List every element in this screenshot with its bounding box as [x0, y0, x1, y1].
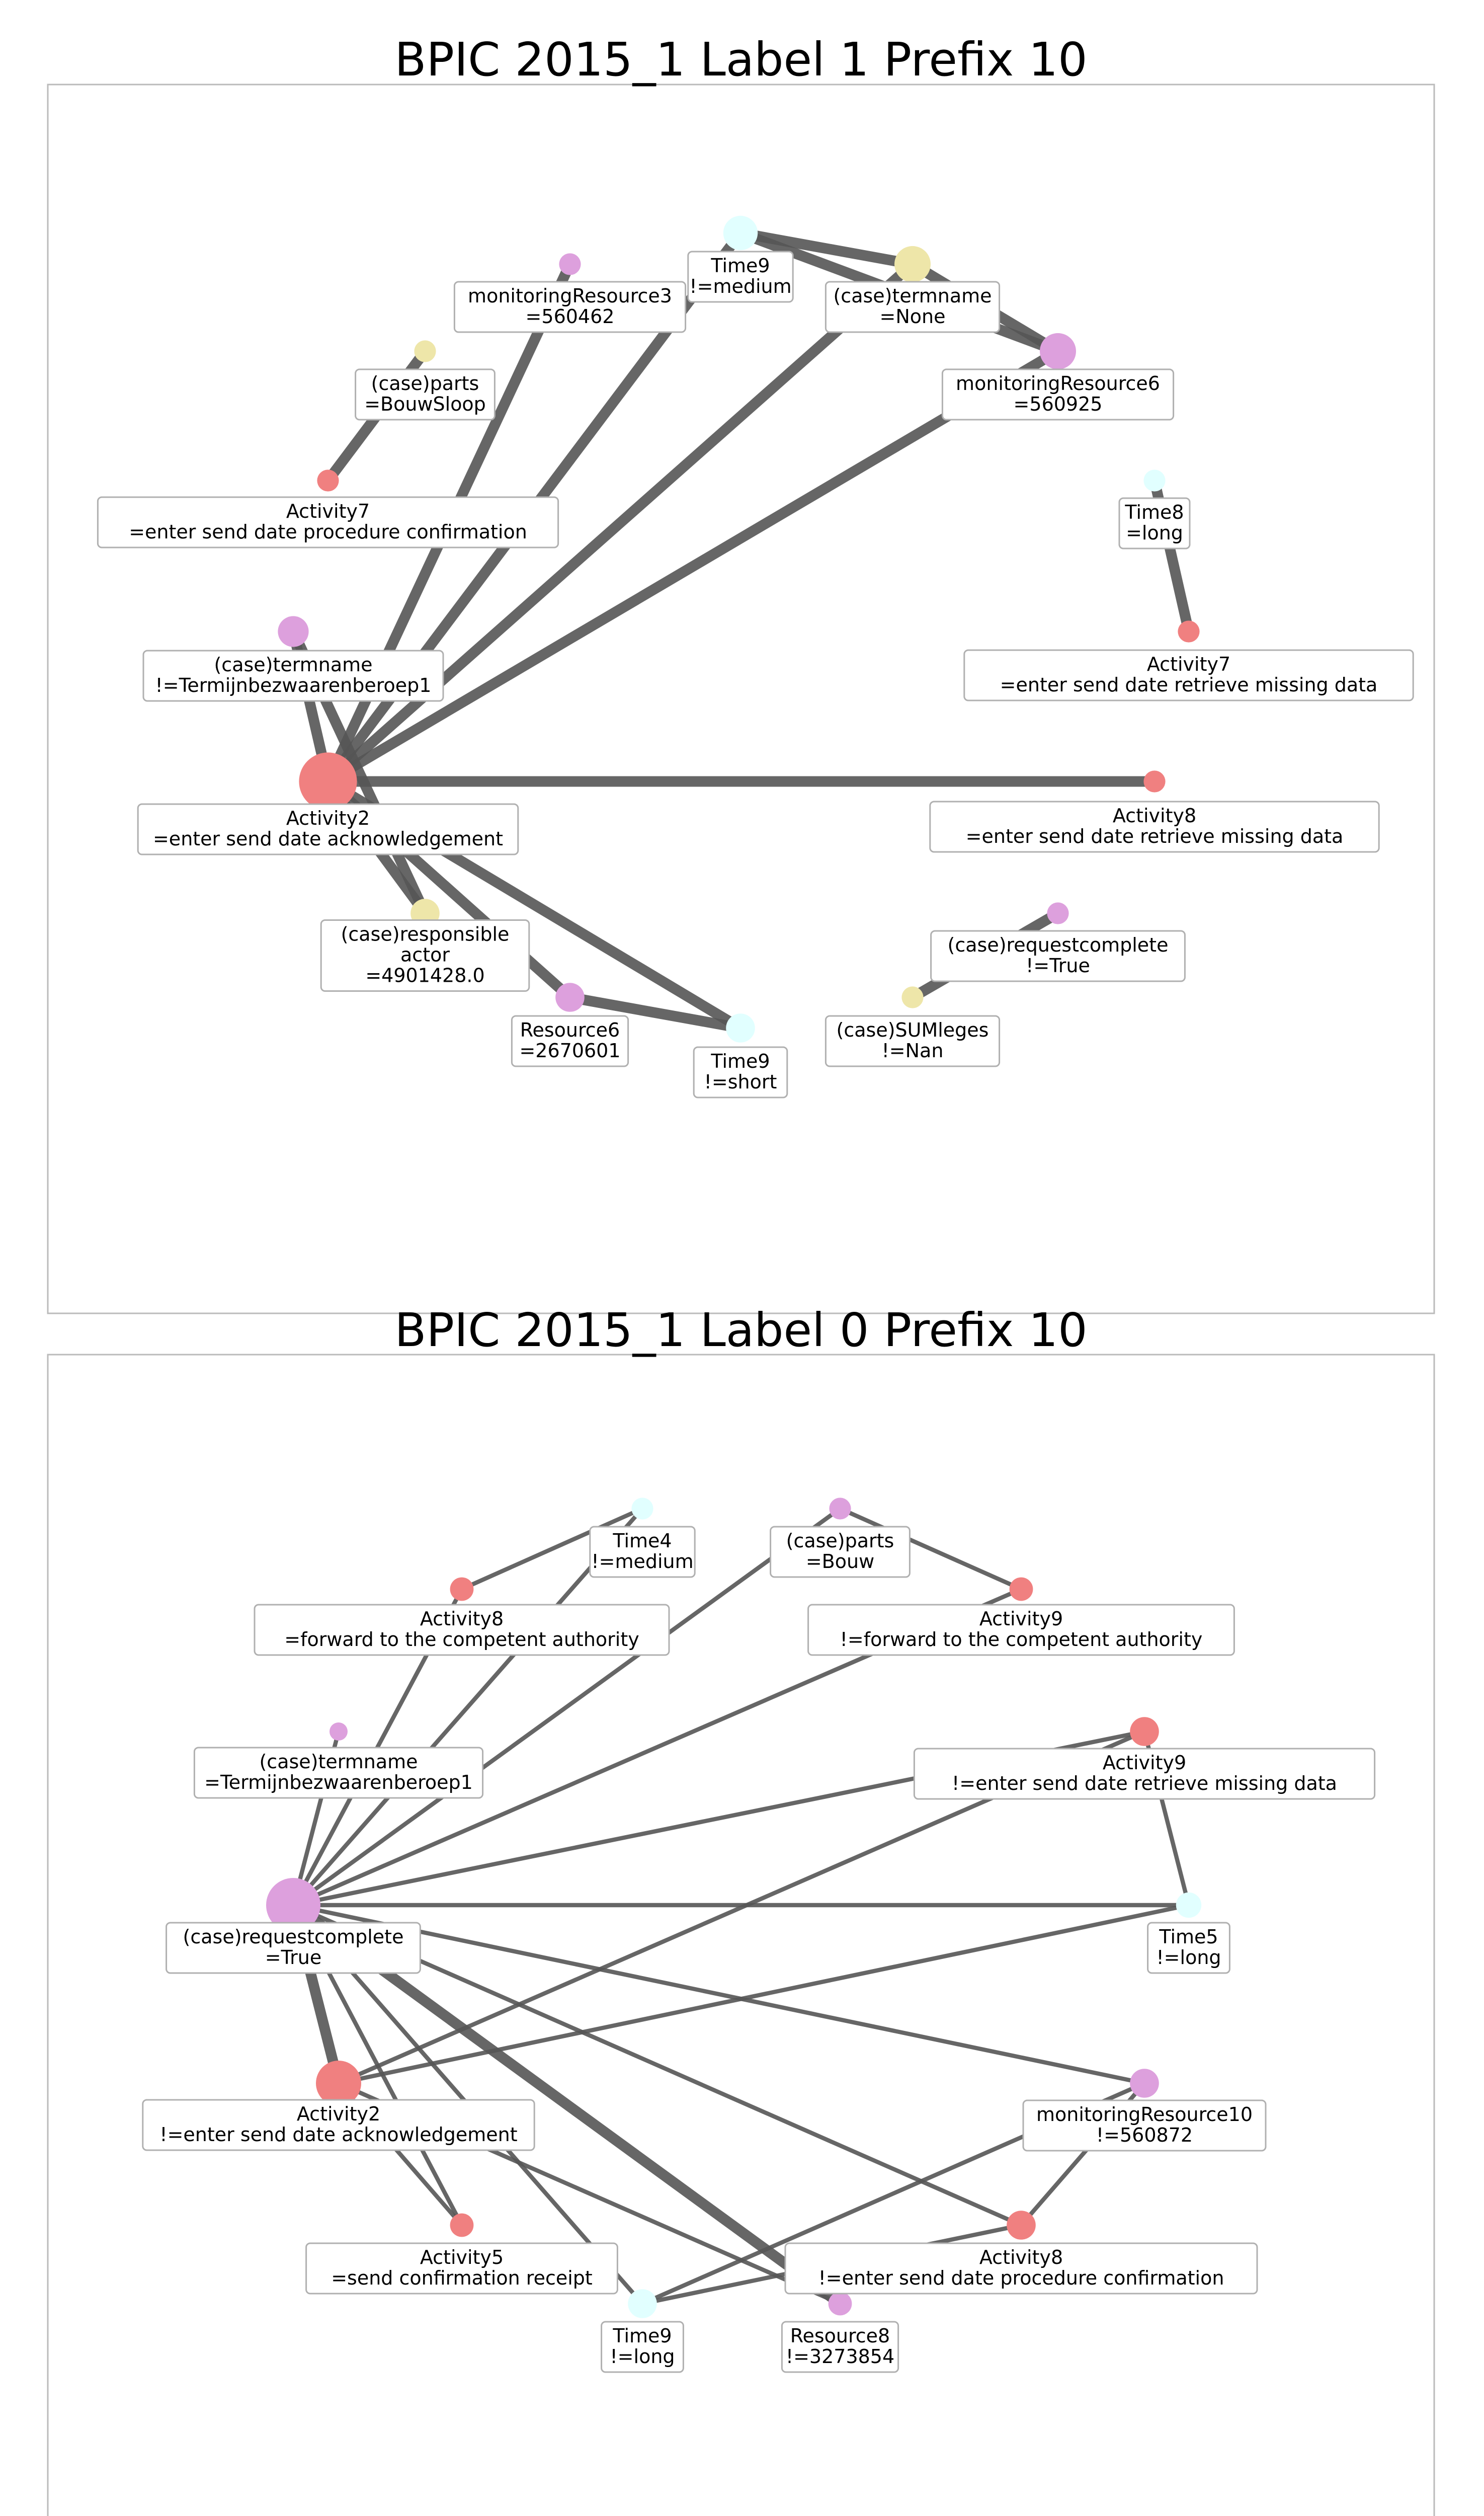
label-line: Activity8: [979, 2246, 1063, 2268]
label-line: =Bouw: [805, 1550, 875, 1572]
label-line: Activity8: [420, 1607, 504, 1630]
node-label-parts: [356, 369, 495, 420]
node-label-termname: [143, 651, 443, 701]
label-line: !=560872: [1096, 2124, 1193, 2146]
label-line: Activity9: [979, 1607, 1063, 1630]
label-line: Activity8: [1112, 804, 1197, 827]
label-line: monitoringResource3: [468, 284, 672, 307]
label-line: !=Nan: [881, 1039, 944, 1062]
node-res8: [829, 2292, 852, 2316]
label-line: !=long: [1156, 1946, 1221, 1969]
label-line: =Termijnbezwaarenberoep1: [204, 1771, 473, 1793]
label-line: !=medium: [689, 275, 792, 297]
node-time4: [631, 1498, 653, 1519]
node-label-respactor: [321, 920, 529, 991]
label-line: =4901428.0: [365, 964, 485, 987]
node-label-time4: [590, 1527, 695, 1577]
node-act9fwd: [1010, 1578, 1033, 1601]
graph-title: BPIC 2015_1 Label 0 Prefix 10: [394, 1303, 1088, 1357]
node-label-act8proc: [785, 2243, 1257, 2294]
label-line: =BouwSloop: [364, 392, 486, 415]
label-line: Activity9: [1102, 1751, 1187, 1774]
node-act2: [299, 752, 357, 810]
node-termname0: [329, 1722, 348, 1741]
node-act5: [450, 2214, 474, 2237]
label-line: (case)parts: [371, 372, 479, 395]
node-label-act7b: [964, 650, 1413, 700]
label-line: monitoringResource10: [1036, 2103, 1253, 2126]
node-label-monRes6: [942, 369, 1173, 420]
label-line: =560925: [1013, 392, 1103, 415]
label-line: !=enter send date acknowledgement: [159, 2123, 518, 2146]
label-line: =2670601: [519, 1039, 621, 1062]
graph-panel-1: [48, 33, 1434, 1313]
node-time9l: [628, 2289, 657, 2318]
label-line: =enter send date procedure confirmation: [129, 520, 527, 543]
label-line: =send confirmation receipt: [331, 2266, 593, 2289]
label-line: !=short: [704, 1070, 777, 1093]
node-label-act2b: [143, 2100, 534, 2150]
node-time8: [1143, 469, 1165, 491]
node-time9a: [723, 216, 758, 250]
node-termNone: [894, 246, 931, 282]
node-label-act2: [138, 804, 518, 854]
label-line: Activity5: [420, 2246, 504, 2268]
node-label-time9s: [694, 1047, 787, 1097]
label-line: Time9: [613, 2324, 672, 2347]
label-line: =forward to the competent authority: [284, 1628, 639, 1650]
graph-panel-2: [48, 1303, 1434, 2516]
label-line: (case)responsible: [341, 923, 510, 946]
label-line: !=medium: [591, 1550, 694, 1572]
label-line: (case)termname: [833, 284, 992, 307]
label-line: !=enter send date retrieve missing data: [952, 1772, 1337, 1794]
node-act9ret: [1130, 1717, 1159, 1746]
label-line: Activity2: [286, 807, 370, 829]
node-time5: [1176, 1893, 1201, 1918]
label-line: Time9: [711, 254, 770, 277]
node-label-res6: [512, 1016, 628, 1066]
label-line: =560462: [525, 305, 615, 328]
node-sumleges: [901, 986, 923, 1008]
node-monRes6: [1040, 333, 1076, 369]
node-act7a: [317, 469, 339, 491]
node-label-act7a: [98, 497, 558, 547]
node-monRes10: [1130, 2069, 1159, 2098]
label-line: Activity2: [296, 2102, 381, 2125]
label-line: !=forward to the competent authority: [840, 1628, 1203, 1650]
node-label-reqc: [931, 931, 1185, 981]
node-label-time5: [1148, 1923, 1230, 1973]
label-line: Resource6: [520, 1018, 620, 1041]
label-line: Time8: [1125, 501, 1184, 523]
label-line: (case)termname: [259, 1750, 418, 1773]
node-reqc: [1047, 902, 1068, 924]
label-line: (case)SUMleges: [836, 1018, 989, 1041]
node-label-act5: [306, 2243, 618, 2294]
node-label-monRes3: [454, 282, 685, 332]
label-line: !=long: [610, 2345, 675, 2368]
node-label-time9a: [688, 252, 793, 302]
node-parts0: [829, 1498, 851, 1519]
node-label-act9ret: [914, 1749, 1374, 1799]
node-time9s: [726, 1013, 755, 1043]
node-label-monRes10: [1023, 2100, 1266, 2151]
node-label-time9l: [602, 2322, 684, 2372]
label-line: Activity7: [286, 500, 370, 522]
node-parts: [414, 340, 436, 362]
label-line: (case)parts: [786, 1529, 894, 1552]
node-label-res8: [782, 2322, 898, 2372]
label-line: monitoringResource6: [956, 372, 1160, 395]
node-label-act8: [930, 802, 1379, 852]
label-line: Resource8: [790, 2324, 890, 2347]
label-line: !=Termijnbezwaarenberoep1: [155, 674, 432, 696]
label-line: Time5: [1159, 1925, 1218, 1948]
label-line: Time9: [711, 1050, 770, 1072]
node-act8: [1143, 770, 1165, 792]
node-label-reqTrue: [167, 1923, 421, 1973]
label-line: (case)requestcomplete: [947, 933, 1169, 956]
node-label-act9fwd: [808, 1605, 1234, 1655]
node-label-act8fwd: [255, 1605, 669, 1655]
node-label-time8: [1119, 498, 1190, 548]
label-line: !=enter send date procedure confirmation: [818, 2266, 1224, 2289]
label-line: =True: [265, 1946, 322, 1969]
node-label-sumleges: [826, 1016, 999, 1066]
node-act7b: [1178, 620, 1199, 642]
label-line: Time4: [613, 1529, 672, 1552]
label-line: actor: [400, 944, 450, 966]
node-act8fwd: [450, 1578, 474, 1601]
node-monRes3: [559, 253, 581, 275]
label-line: =None: [879, 305, 946, 328]
label-line: (case)requestcomplete: [183, 1925, 404, 1948]
label-line: =long: [1126, 521, 1183, 544]
label-line: !=3273854: [785, 2345, 895, 2368]
node-termname: [278, 616, 308, 647]
label-line: Activity7: [1146, 653, 1231, 675]
label-line: (case)termname: [214, 653, 373, 676]
node-label-parts0: [771, 1527, 910, 1577]
node-act8proc: [1007, 2211, 1036, 2240]
label-line: =enter send date acknowledgement: [152, 827, 504, 850]
label-line: =enter send date retrieve missing data: [1000, 673, 1378, 696]
node-label-termNone: [826, 282, 999, 332]
label-line: !=True: [1026, 954, 1090, 977]
graph-title: BPIC 2015_1 Label 1 Prefix 10: [394, 33, 1088, 87]
label-line: =enter send date retrieve missing data: [965, 825, 1344, 847]
node-label-termname0: [194, 1748, 482, 1798]
node-res6: [555, 983, 585, 1012]
